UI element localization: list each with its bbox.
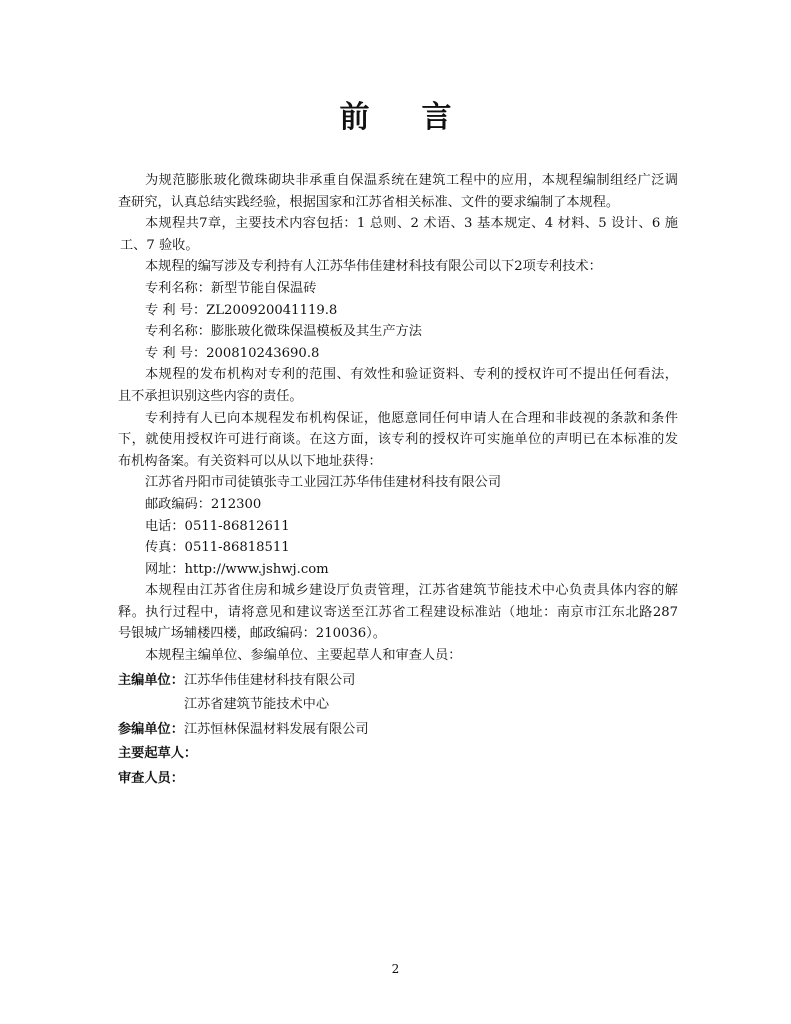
drafters-row <box>118 743 678 765</box>
patent-name: 专利名称：新型节能自保温砖 <box>145 280 317 296</box>
paragraph-line: 本规程的编写涉及专利持有人江苏华伟佳建材科技有限公司以下2项专利技术： <box>145 259 602 275</box>
paragraph-line: 工、7 验收。 <box>120 237 199 253</box>
contact-postcode: 邮政编码：212300 <box>145 496 262 512</box>
paragraph-line: 号银城广场辅楼四楼，邮政编码：210036）。 <box>118 626 386 642</box>
paragraph-line: 本规程共7章，主要技术内容包括：1 总则、2 术语、3 基本规定、4 材料、5 设计、6 施 <box>145 216 678 232</box>
paragraph-line: 本规程由江苏省住房和城乡建设厅负责管理，江苏省建筑节能技术中心负责具体内容的解 <box>145 583 678 599</box>
patent-number: 专 利 号：ZL200920041119.8 <box>145 302 338 318</box>
paragraph-line: 专利持有人已向本规程发布机构保证，他愿意同任何申请人在合理和非歧视的条款和条件 <box>145 410 678 426</box>
participant-row <box>118 719 678 741</box>
participant-org: 江苏恒林保温材料发展有限公司 <box>183 721 369 737</box>
chief-editor-org: 江苏省建筑节能技术中心 <box>184 697 330 713</box>
reviewers-row <box>118 768 678 790</box>
page-number: 2 <box>391 962 400 976</box>
paragraph-line: 为规范膨胀玻化微珠砌块非承重自保温系统在建筑工程中的应用，本规程编制组经广泛调 <box>145 173 678 188</box>
drafters-label: 主要起草人： <box>118 746 198 762</box>
paragraph-line: 本规程主编单位、参编单位、主要起草人和审查人员： <box>145 648 462 664</box>
paragraph-line: 布机构备案。有关资料可以从以下地址获得： <box>118 453 382 469</box>
page-title: 前言 <box>339 100 504 135</box>
contact-phone: 电话：0511-86812611 <box>145 518 290 534</box>
contact-address: 江苏省丹阳市司徒镇张寺工业园江苏华伟佳建材科技有限公司 <box>145 475 502 491</box>
paragraph-line: 且不承担识别这些内容的责任。 <box>118 388 303 404</box>
document-body <box>118 170 678 790</box>
patent-number: 专 利 号：200810243690.8 <box>145 345 320 361</box>
chief-editor-label: 主编单位： <box>118 672 184 688</box>
paragraph-line: 查研究，认真总结实践经验，根据国家和江苏省相关标准、文件的要求编制了本规程。 <box>118 194 620 210</box>
chief-editor-org: 江苏华伟佳建材科技有限公司 <box>183 672 356 688</box>
paragraph-line: 本规程的发布机构对专利的范围、有效性和验证资料、专利的授权许可不提出任何看法， <box>145 367 678 383</box>
contact-fax: 传真：0511-86818511 <box>145 540 290 556</box>
patent-name: 专利名称：膨胀玻化微珠保温模板及其生产方法 <box>145 324 422 340</box>
contact-website: 网址：http://www.jshwj.com <box>145 561 329 577</box>
paragraph-line: 释。执行过程中，请将意见和建议寄送至江苏省工程建设标准站（地址：南京市江东北路287 <box>118 604 678 620</box>
paragraph-line: 下，就使用授权许可进行商谈。在这方面，该专利的授权许可实施单位的声明已在本标准的发 <box>118 432 678 448</box>
participant-label: 参编单位： <box>118 721 184 737</box>
chief-editor-row <box>118 670 678 692</box>
reviewers-label: 审查人员： <box>118 771 184 787</box>
